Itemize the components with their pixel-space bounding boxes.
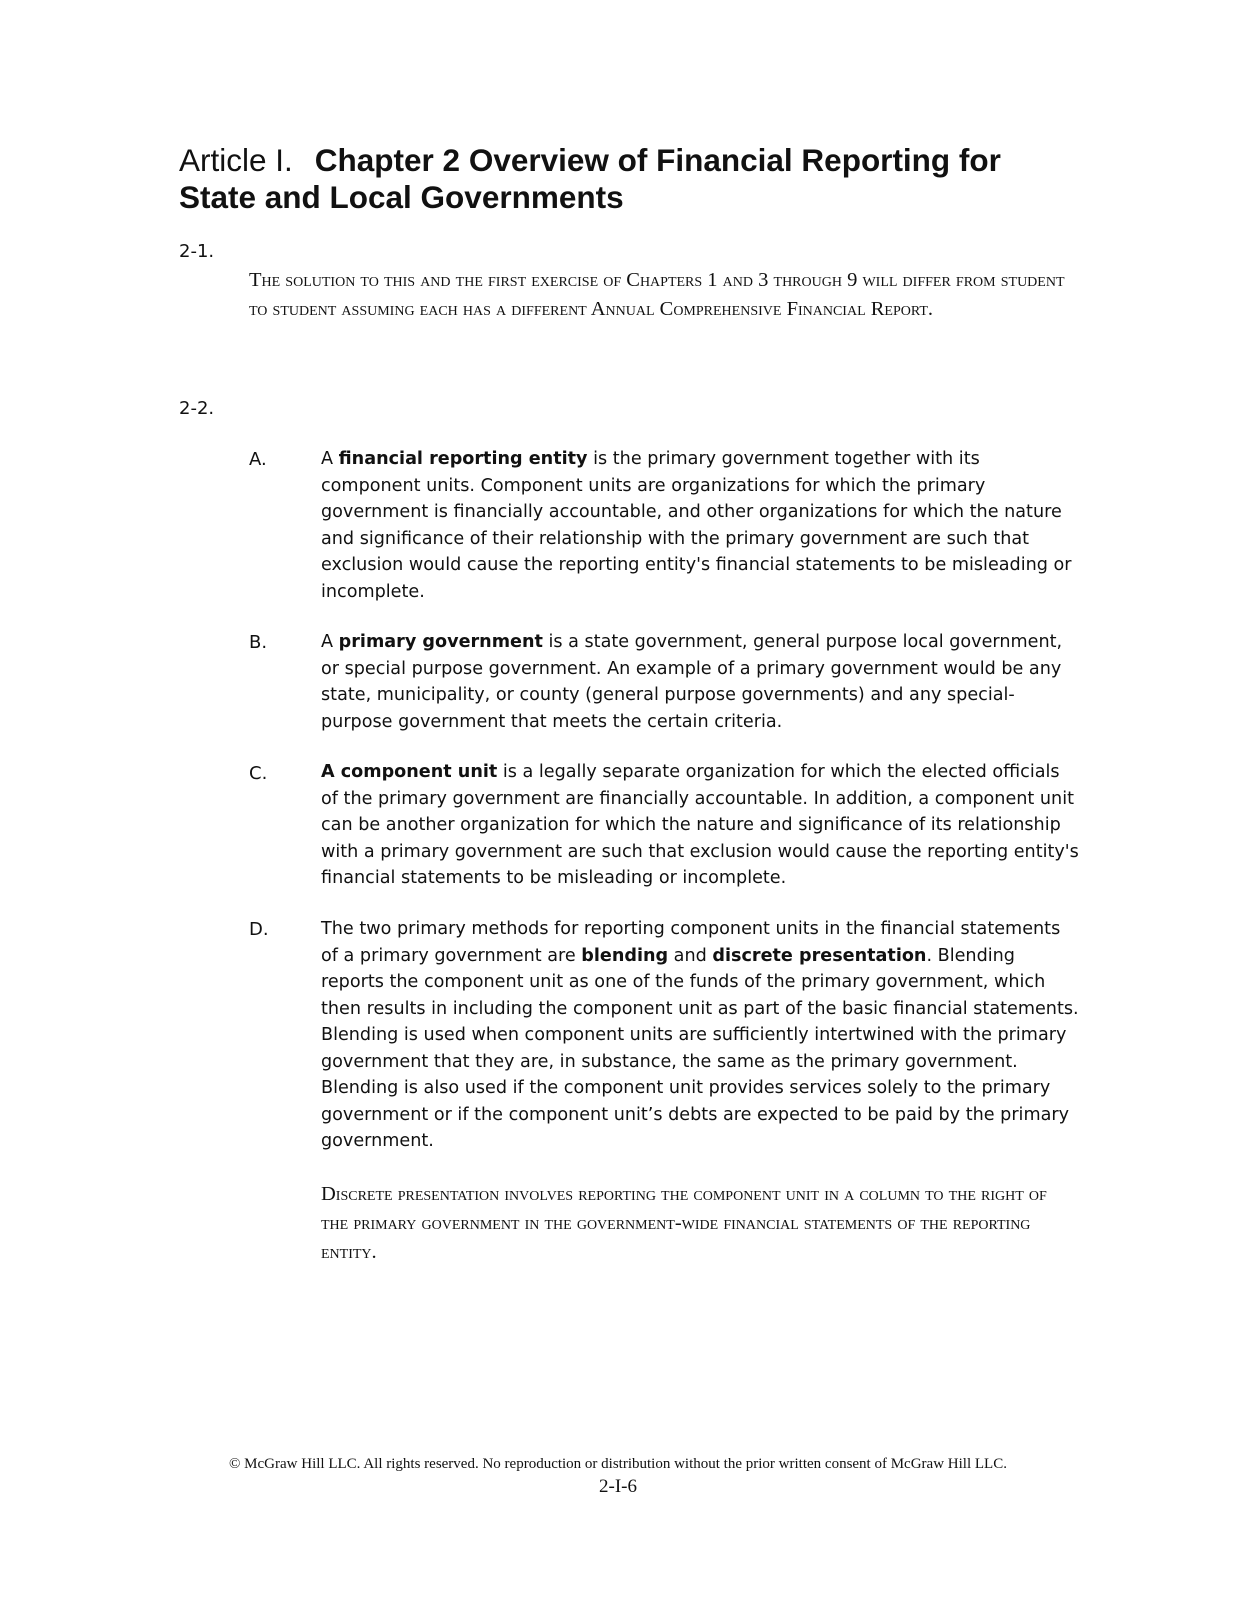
item-d-continuation: Discrete presentation involves reporting the component unit in a column to the right of the primary government in the government-wide financial statements of the reporting entity.: [321, 1183, 1047, 1263]
question-number-2-2: 2-2.: [179, 398, 215, 419]
item-letter-b: B.: [249, 632, 268, 653]
item-a-text: [321, 446, 1081, 605]
item-c-definition: is a legally separate organization for which the elected officials of the primary government are financially accountable. In addition, a component unit can be another organization for which the nature and significance of its relationship with a primary government are such that exclusion would cause the reporting entity's financial statements to be misleading or incomplete.: [321, 762, 1079, 888]
chapter-title: Chapter 2 Overview of Financial Reporting for State and Local Governments: [179, 142, 1001, 215]
item-letter-d: D.: [249, 919, 269, 940]
item-b-definition: is a state government, general purpose local government, or special purpose government. An example of a primary government would be any state, municipality, or county (general purpose governments) and any special-purpose government that meets the certain criteria.: [321, 632, 1063, 732]
article-label: Article I.: [179, 142, 293, 178]
item-b-text: [321, 629, 1081, 735]
term-financial-reporting-entity: financial reporting entity: [338, 449, 588, 469]
term-component-unit: A component unit: [321, 762, 498, 782]
answer-2-1: The solution to this and the first exercise of Chapters 1 and 3 through 9 will differ from student to student assuming each has a different Annual Comprehensive Financial Report.: [249, 269, 1065, 320]
item-c-text: [321, 759, 1081, 892]
question-number-2-1: 2-1.: [179, 241, 215, 262]
item-a-prefix: A: [321, 449, 339, 469]
item-letter-c: C.: [249, 763, 268, 784]
item-d-prefix: The two primary methods for reporting component units in the financial statements of a primary government are: [321, 919, 1061, 966]
copyright-notice: © McGraw Hill LLC. All rights reserved. No reproduction or distribution without the prior written consent of McGraw Hill LLC.: [229, 1456, 1007, 1472]
term-blending: blending: [581, 945, 669, 966]
term-primary-government: primary government: [338, 632, 543, 652]
term-discrete-presentation: discrete presentation: [712, 945, 927, 966]
item-a-definition: is the primary government together with its component units. Component units are organizations for which the primary government is financially accountable, and other organizations for which the nature and significance of their relationship with the primary government are such that exclusion would cause the reporting entity's financial statements to be misleading or incomplete.: [321, 449, 1072, 602]
item-b-prefix: A: [321, 632, 339, 652]
item-d-conjunction: and: [668, 945, 713, 966]
item-d-definition: . Blending reports the component unit as one of the funds of the primary government, which then results in including the component unit as part of the basic financial statements. Blending is used when component units are sufficiently intertwined with the primary government that they are, in substance, the same as the primary government. Blending is also used if the component unit provides services solely to the primary government or if the component unit’s debts are expected to be paid by the primary government.: [321, 945, 1079, 1151]
item-letter-a: A.: [249, 449, 267, 470]
item-d-text: [321, 916, 1081, 1155]
page-number: 2-I-6: [599, 1476, 637, 1497]
page-title: [179, 142, 1079, 216]
